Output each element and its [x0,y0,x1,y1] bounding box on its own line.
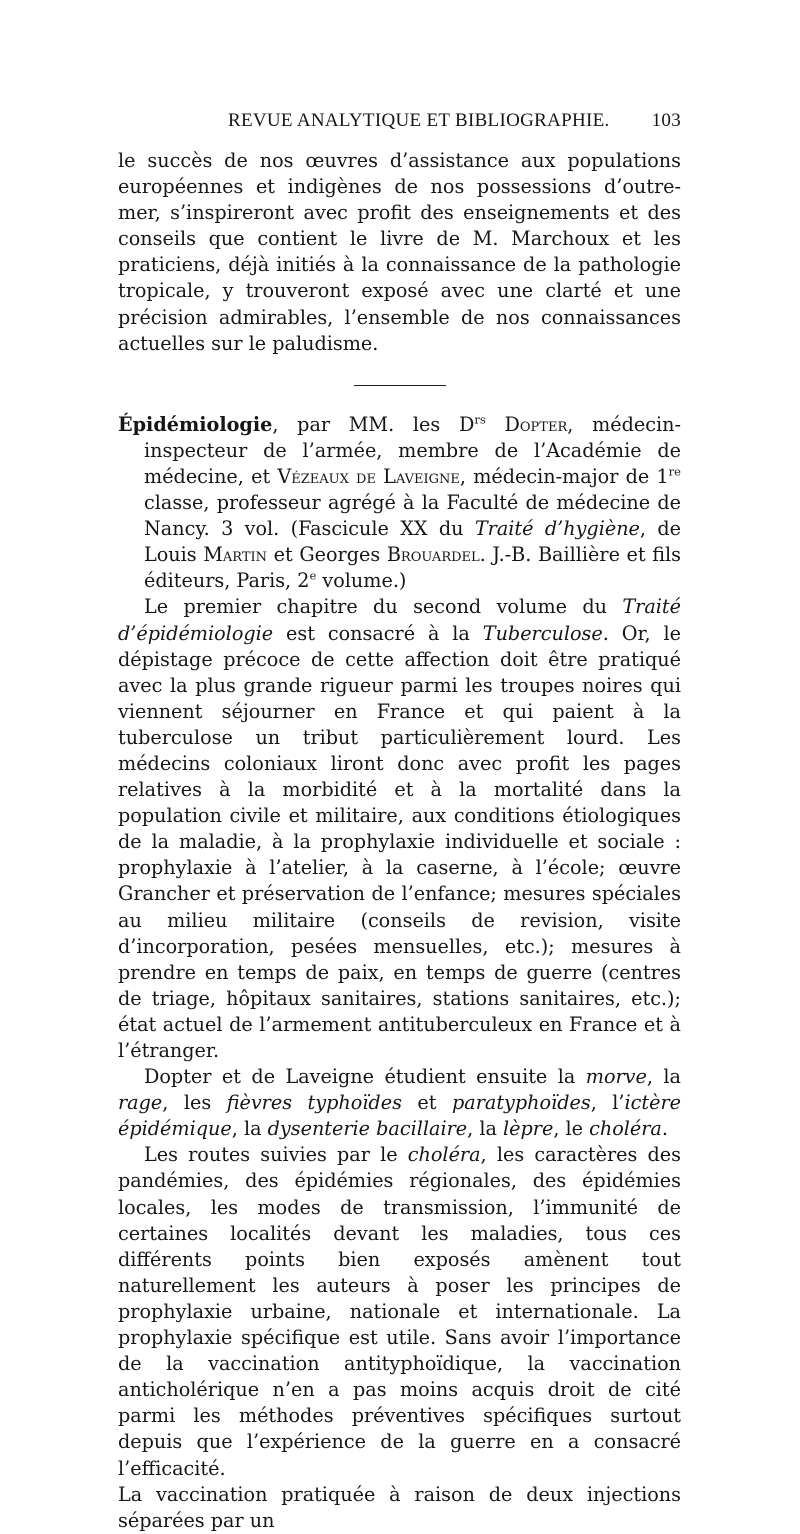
paragraph-text: . Or, le dépistage précoce de cette affection doit être pratiqué avec la plus grande rigueur parmi les troupes noires qui viennent séjourner en France et qui paient à la tuberculose un tribut particulièrement lourd. Les médecins coloniaux liront donc avec profit les pages relatives à la morbidité et à la mortalité dans la population civile et militaire, aux conditions étiologiques de la maladie, à la prophylaxie individuelle et sociale : prophylaxie à l’atelier, à la caserne, à l’école; œuvre Grancher et préservation de l’enfance; mesures spéciales au milieu militaire (conseils de revision, visite d’incorporation, pesées mensuelles, etc.); mesures à prendre en temps de paix, en temps de guerre (centres de triage, hôpitaux sanitaires, stations sanitaires, etc.); état actuel de l’armement antituberculeux en France et à l’étranger. [118,621,682,1062]
page-body [118,148,681,1534]
review-citation [118,412,681,595]
paragraph-text: , la [646,1065,681,1089]
paragraph-text: et [401,1091,452,1115]
editor-name: Brouardel [386,543,480,567]
italic-term: rage [118,1091,163,1115]
italic-term: ictère épidémique [118,1091,682,1141]
citation-sup: rs [474,412,486,427]
paragraph-text: , la [231,1117,268,1141]
paragraph-text: , l’ [590,1091,625,1115]
italic-term: choléra [407,1143,481,1167]
citation-text: volume.) [316,569,407,593]
series-title: Traité d’hygiène [474,517,640,541]
continued-paragraph: le succès de nos œuvres d’assistance aux populations européennes et indigènes de nos possessions d’outre-mer, s’inspireront avec profit des enseignements et des conseils que contient le livre de M. Marchoux et les praticiens, déjà initiés à la connaissance de la pathologie tropicale, y trouveront exposé avec une clarté et une précision admirables, l’ensemble de nos connaissances actuelles sur le paludisme. [118,149,681,355]
citation-text: classe, professeur agrégé à la Faculté de médecine de Nancy. 3 vol. (Fascicule XX du [144,491,681,541]
running-title: REVUE ANALYTIQUE ET BIBLIOGRAPHIE. [228,110,610,131]
italic-term: fièvres typhoïdes [226,1091,402,1115]
citation-text: , par MM. les D [272,412,475,436]
author-name: Vézeaux de Laveigne [277,464,460,488]
italic-term: dysenterie bacillaire [267,1117,468,1141]
citation-text: , médecin-major de 1 [459,464,669,488]
section-divider [354,385,446,386]
review-paragraph-1 [118,594,681,1064]
review-paragraph-2 [118,1064,681,1142]
review-paragraph-3 [118,1142,681,1481]
citation-text: , médecin-inspecteur de l’armée, membre de l’Académie de médecine, et [144,412,681,488]
citation-sup: e [309,568,317,583]
running-header [118,110,681,140]
paragraph-text: est consacré à la [273,621,483,645]
paragraph-text: , le [553,1117,590,1141]
paragraph-text: , les caractères des pandémies, des épidémies régionales, des épidémies locales, les modes de transmission, l’immunité de certaines localités devant les maladies, tous ces différents points bien exposés amènent tout naturellement les auteurs à poser les principes de prophylaxie urbaine, nationale et internationale. La prophylaxie spécifique est utile. Sans avoir l’importance de la vaccination antityphoïdique, la vaccination anticholérique n’en a pas moins acquis droit de cité parmi les méthodes préventives spécifiques surtout depuis que l’expérience de la guerre en a consacré l’efficacité. [118,1143,682,1480]
italic-term: morve [585,1065,647,1089]
page-number: 103 [651,110,681,131]
italic-term: lèpre [503,1117,554,1141]
review-heading: Épidémiologie [118,412,273,436]
italic-term: Tuberculose [482,621,603,645]
review-paragraph-4: La vaccination pratiquée à raison de deux injections séparées par un [118,1482,681,1532]
paragraph-text: , les [162,1091,227,1115]
italic-term: Traité d’épidémiologie [118,595,681,645]
paragraph-text: Dopter et de Laveigne étudient ensuite la [144,1065,586,1089]
italic-term: paratyphoïdes [451,1091,591,1115]
citation-text: . J.-B. Baillière et fils éditeurs, Paris, 2 [144,543,681,593]
citation-sup: re [668,464,681,479]
paragraph-text: , la [467,1117,503,1141]
paragraph-text: Les routes suivies par le [144,1143,408,1167]
paragraph-text: . [661,1117,668,1141]
author-name: Dopter [504,412,568,436]
paragraph-text: Le premier chapitre du second volume du [144,595,623,619]
citation-text: , de Louis [144,517,681,567]
editor-name: Martin [203,543,268,567]
citation-text: et Georges [267,543,387,567]
italic-term: choléra [589,1117,662,1141]
